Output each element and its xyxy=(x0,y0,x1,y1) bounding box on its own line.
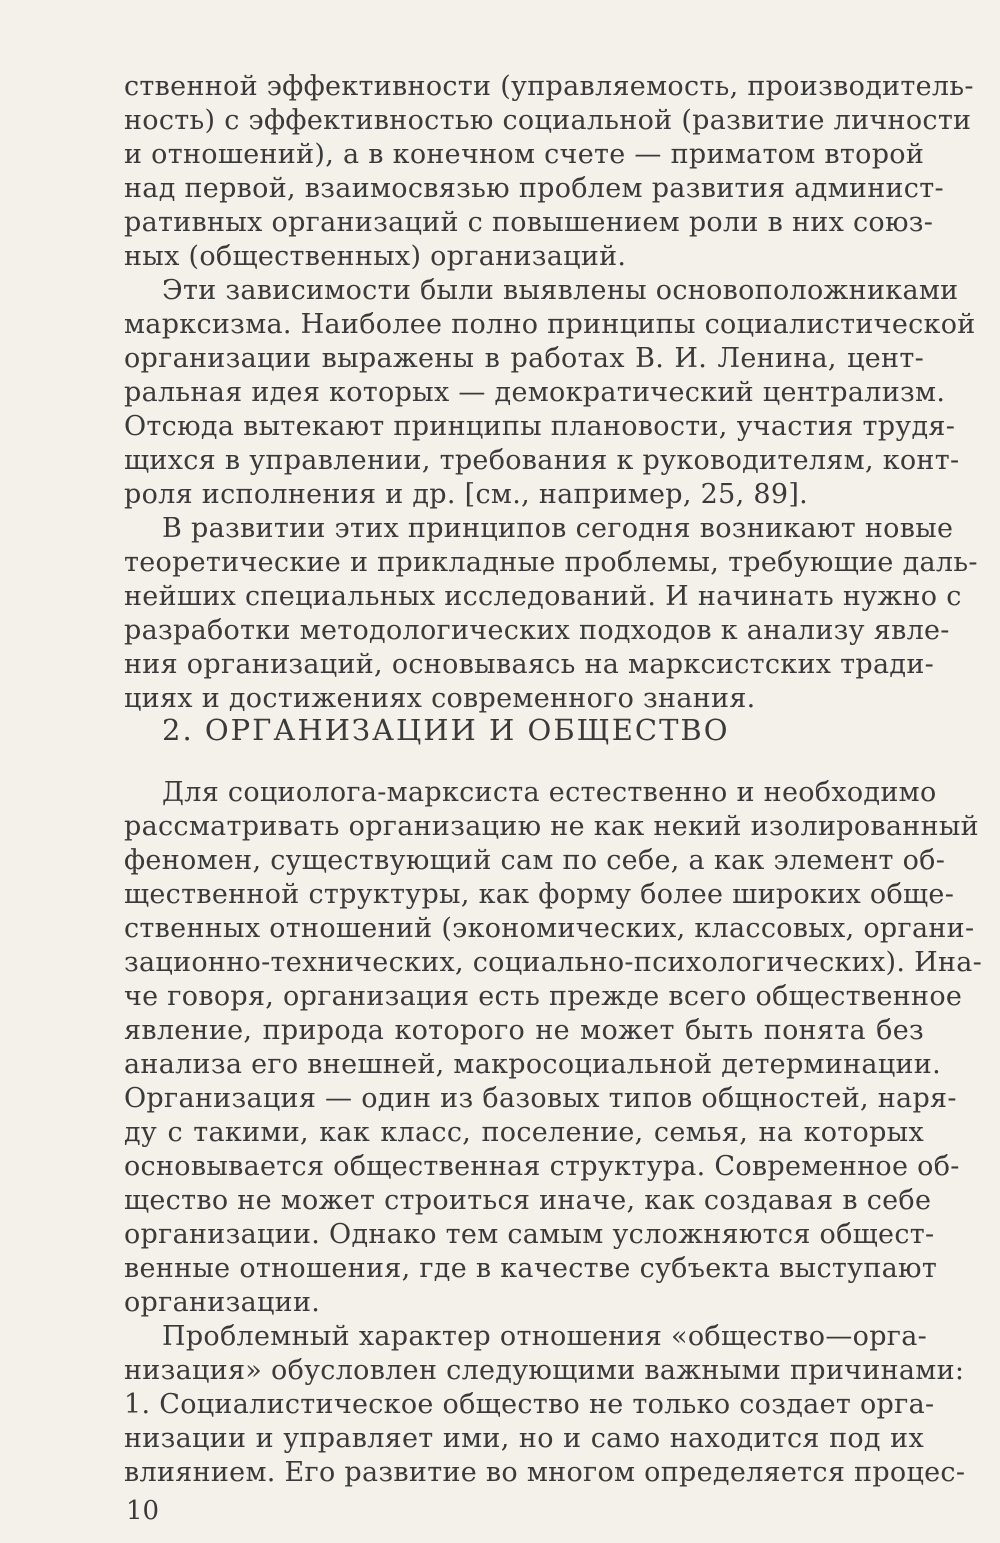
text-line: организации. xyxy=(124,1287,321,1318)
text-line: щественной структуры, как форму более широких обще- xyxy=(124,879,955,910)
text-line: 1. Социалистическое общество не только создает орга- xyxy=(124,1389,935,1420)
text-line: марксизма. Наиболее полно принципы социалистической xyxy=(124,309,976,340)
text-line: роля исполнения и др. [см., например, 25, 89]. xyxy=(124,479,809,510)
text-line: зационно-технических, социально-психологических). Ина- xyxy=(124,947,983,978)
section-heading: 2. ОРГАНИЗАЦИИ И ОБЩЕСТВО xyxy=(162,713,730,747)
text-line: циях и достижениях современного знания. xyxy=(124,683,756,714)
text-line: низации и управляет ими, но и само находится под их xyxy=(124,1423,924,1454)
text-line: анализа его внешней, макросоциальной детерминации. xyxy=(124,1049,941,1080)
text-line: Проблемный характер отношения «общество—орга- xyxy=(162,1321,928,1352)
text-line: ду с такими, как класс, поселение, семья, на которых xyxy=(124,1117,924,1148)
text-line: основывается общественная структура. Современное об- xyxy=(124,1151,960,1182)
text-line: рассматривать организацию не как некий изолированный xyxy=(124,811,979,842)
text-line: Для социолога-марксиста естественно и необходимо xyxy=(162,777,937,808)
text-line: нейших специальных исследований. И начинать нужно с xyxy=(124,581,962,612)
text-line: Организация — один из базовых типов общностей, наря- xyxy=(124,1083,957,1114)
text-line: теоретические и прикладные проблемы, требующие даль- xyxy=(124,547,978,578)
text-line: ния организаций, основываясь на марксистских тради- xyxy=(124,649,935,680)
text-line: ных (общественных) организаций. xyxy=(124,241,627,272)
text-line: и отношений), а в конечном счете — приматом второй xyxy=(124,139,925,170)
text-line: венные отношения, где в качестве субъекта выступают xyxy=(124,1253,938,1284)
text-line: низация» обусловлен следующими важными причинами: xyxy=(124,1355,965,1386)
text-line: ративных организаций с повышением роли в них союз- xyxy=(124,207,934,238)
text-line: щество не может строиться иначе, как создавая в себе xyxy=(124,1185,932,1216)
text-line: организации. Однако тем самым усложняются общест- xyxy=(124,1219,935,1250)
text-line: влиянием. Его развитие во многом определяется процес- xyxy=(124,1457,966,1488)
text-line: ность) с эффективностью социальной (развитие личности xyxy=(124,105,972,136)
text-line: щихся в управлении, требования к руководителям, конт- xyxy=(124,445,960,476)
text-line: Эти зависимости были выявлены основоположниками xyxy=(162,275,959,306)
text-line: ральная идея которых — демократический централизм. xyxy=(124,377,946,408)
page-number: 10 xyxy=(126,1496,160,1526)
text-line: ственных отношений (экономических, классовых, органи- xyxy=(124,913,975,944)
text-line: В развитии этих принципов сегодня возникают новые xyxy=(162,513,954,544)
text-line: че говоря, организация есть прежде всего общественное xyxy=(124,981,963,1012)
text-line: над первой, взаимосвязью проблем развития админист- xyxy=(124,173,944,204)
text-line: феномен, существующий сам по себе, а как элемент об- xyxy=(124,845,946,876)
text-line: Отсюда вытекают принципы плановости, участия трудя- xyxy=(124,411,956,442)
text-line: организации выражены в работах В. И. Ленина, цент- xyxy=(124,343,924,374)
text-line: разработки методологических подходов к анализу явле- xyxy=(124,615,950,646)
text-line: явление, природа которого не может быть понята без xyxy=(124,1015,924,1046)
text-line: ственной эффективности (управляемость, производитель- xyxy=(124,71,974,102)
